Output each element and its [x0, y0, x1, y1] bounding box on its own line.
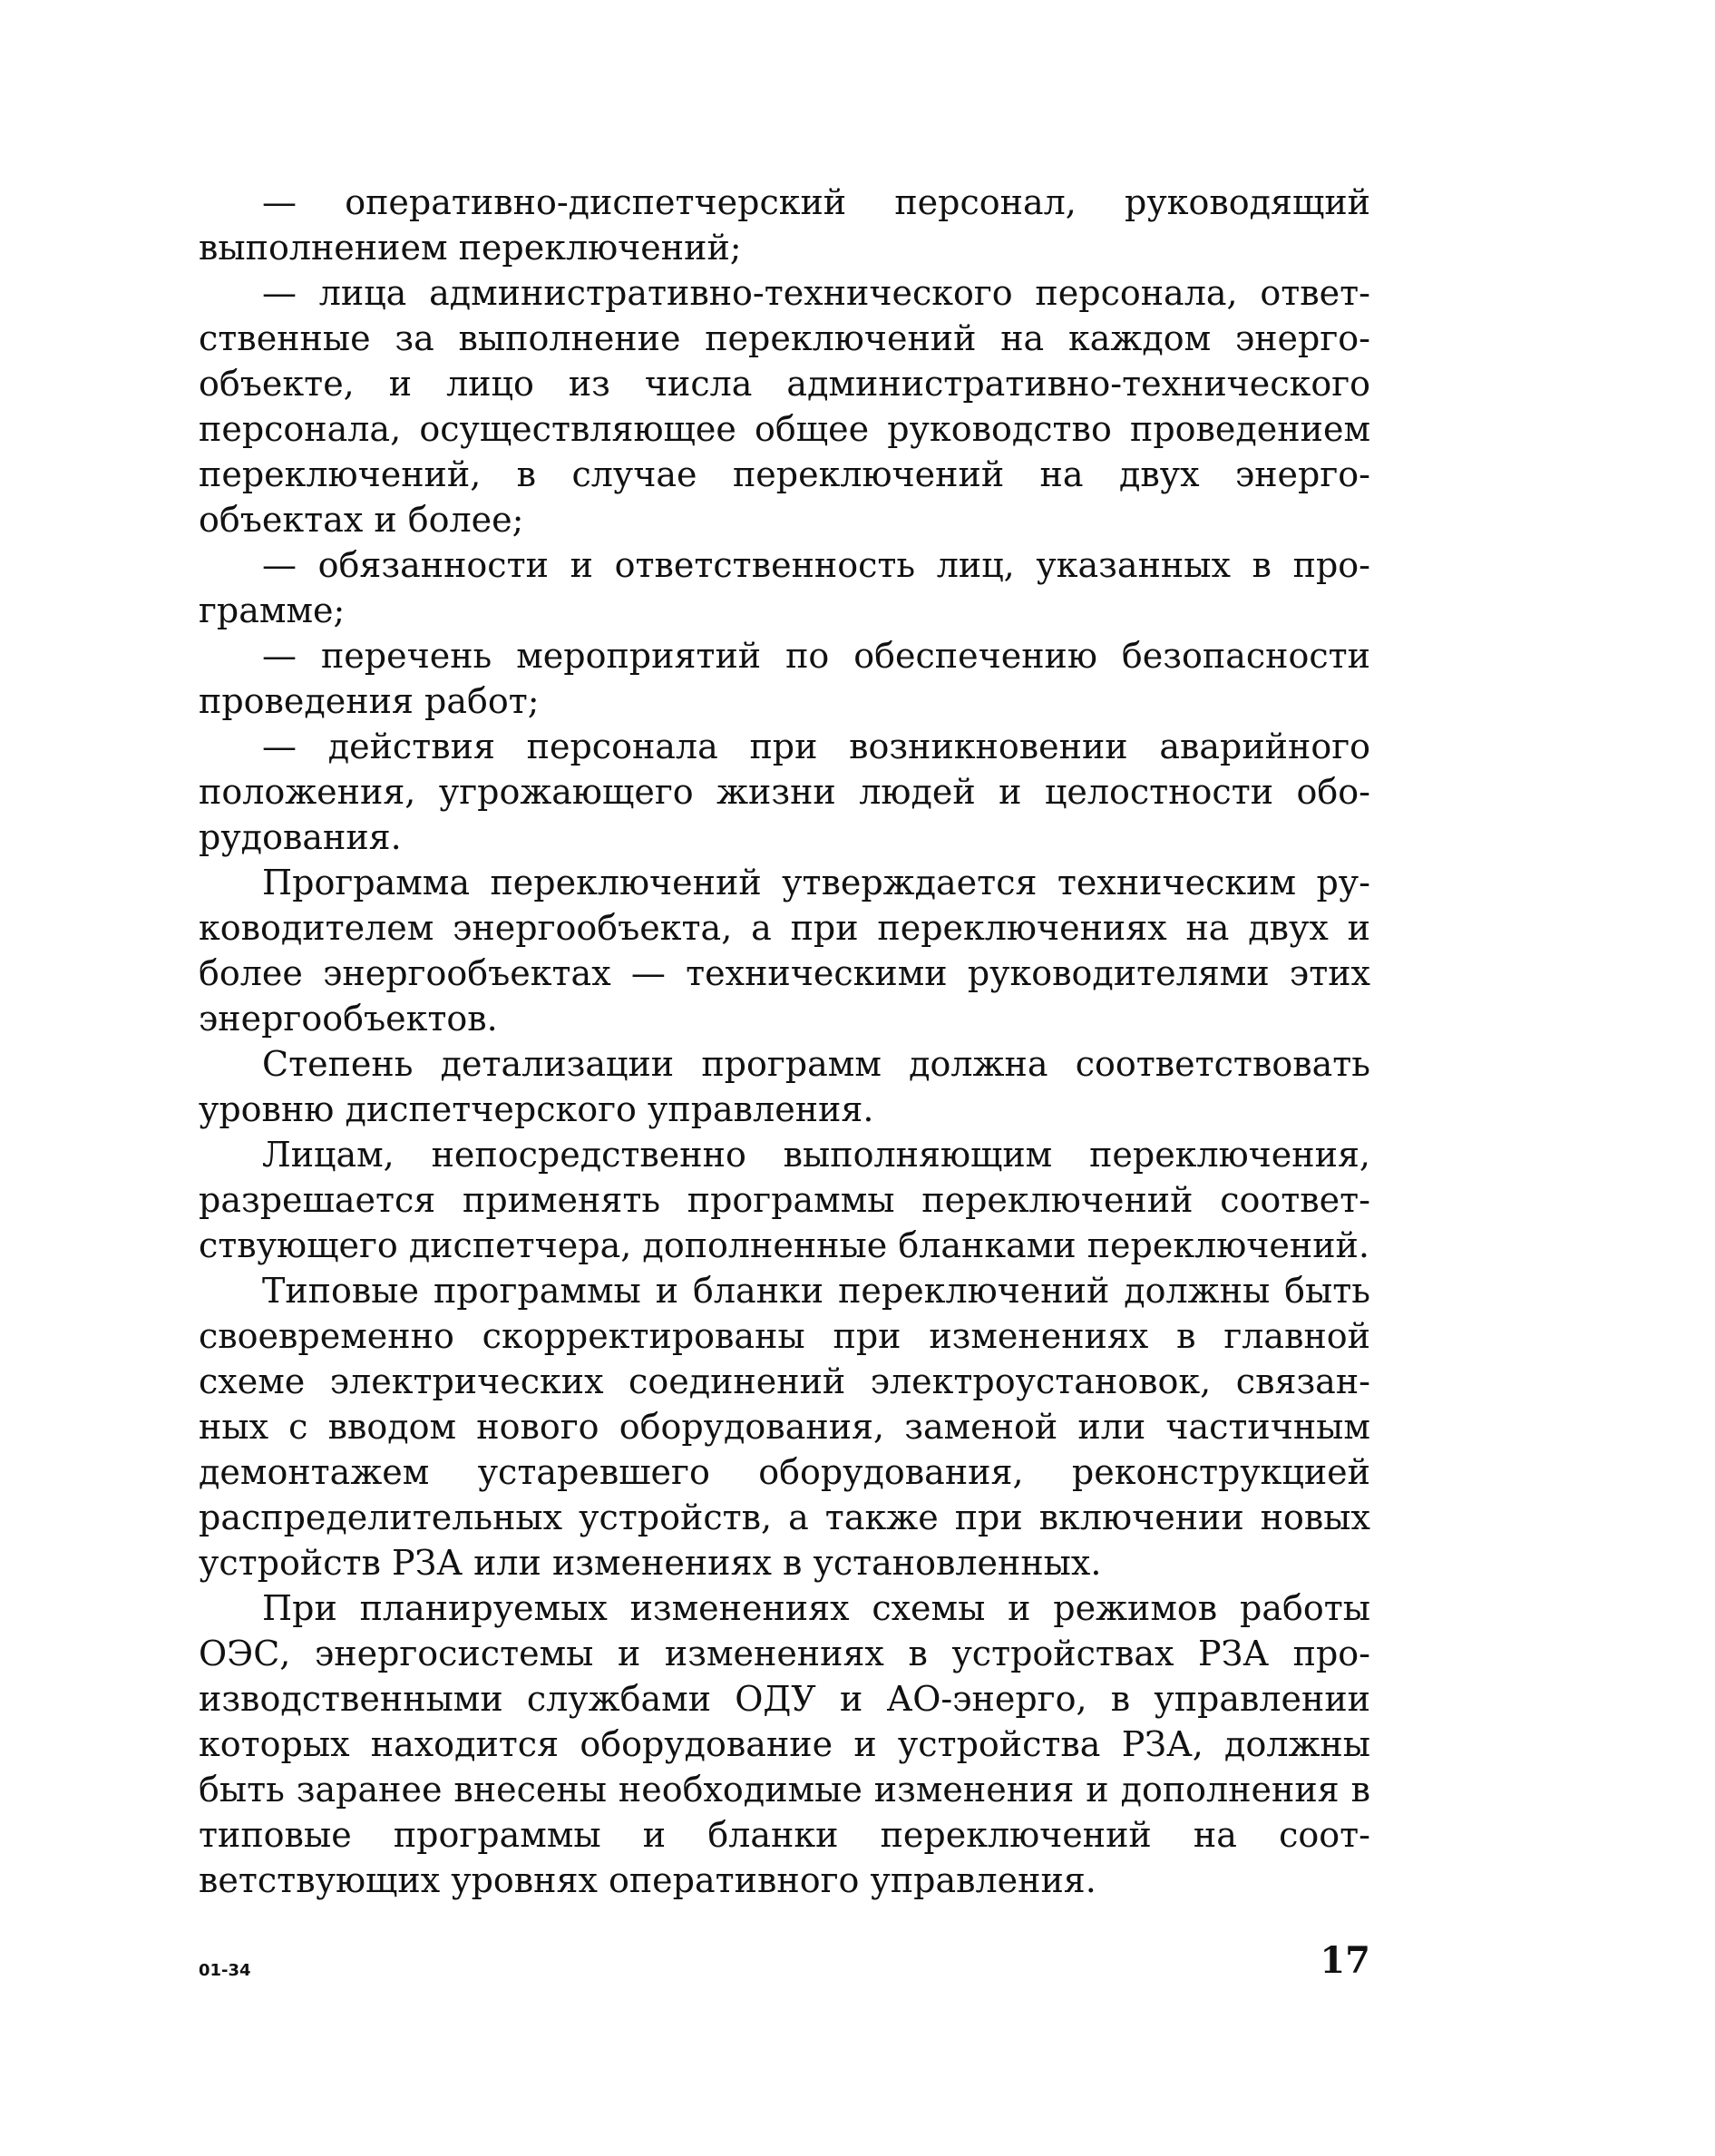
page-number: 17: [1320, 1939, 1370, 1982]
paragraph-typical-programs: Типовые программы и бланки переключений должны быть своевременно скорректированы при изменениях в главной схеме электрических соединений электроустановок, связанных с вводом нового оборудования, заменой или частичным демонтажем устаревшего оборудования, реконструкцией распределительных устройств, а также при включении новых устройств РЗА или изменениях в установленных.: [199, 1271, 1370, 1583]
paragraph-dispatch-personnel: — оперативно-диспетчерский персонал, руководящий выполнением переключений;: [199, 182, 1370, 268]
paragraph-safety-measures: — перечень мероприятий по обеспечению безопасности проведения работ;: [199, 636, 1370, 721]
paragraph-duties: — обязанности и ответственность лиц, указанных в программе;: [199, 545, 1370, 630]
paragraph-planned-changes: При планируемых изменениях схемы и режимов работы ОЭС, энергосистемы и изменениях в устройствах РЗА производственными службами ОДУ и АО-энерго, в управлении которых находится оборудование и устройства РЗА, должны быть заранее внесены необходимые изменения и дополнения в типовые программы и бланки переключений на соответствующих уровнях оперативного управления.: [199, 1588, 1370, 1900]
paragraph-admin-personnel: — лица административно-технического персонала, ответственные за выполнение переключений на каждом энергообъекте, и лицо из числа административно-технического персонала, осуществляющее общее руководство проведением переключений, в случае переключений на двух энергообъектах и более;: [199, 273, 1370, 540]
paragraph-detail-level: Степень детализации программ должна соответствовать уровню диспетчерского управления.: [199, 1044, 1370, 1129]
footer-code: 01-34: [199, 1961, 251, 1980]
paragraph-program-approval: Программа переключений утверждается техническим руководителем энергообъекта, а при переключениях на двух и более энергообъектах — техническими руководителями этих энергообъектов.: [199, 863, 1370, 1039]
body-text: [199, 180, 1370, 1903]
paragraph-emergency-actions: — действия персонала при возникновении аварийного положения, угрожающего жизни людей и целостности оборудования.: [199, 727, 1370, 857]
paragraph-permitted-use: Лицам, непосредственно выполняющим переключения, разрешается применять программы переключений соответствующего диспетчера, дополненные бланками переключений.: [199, 1135, 1370, 1265]
